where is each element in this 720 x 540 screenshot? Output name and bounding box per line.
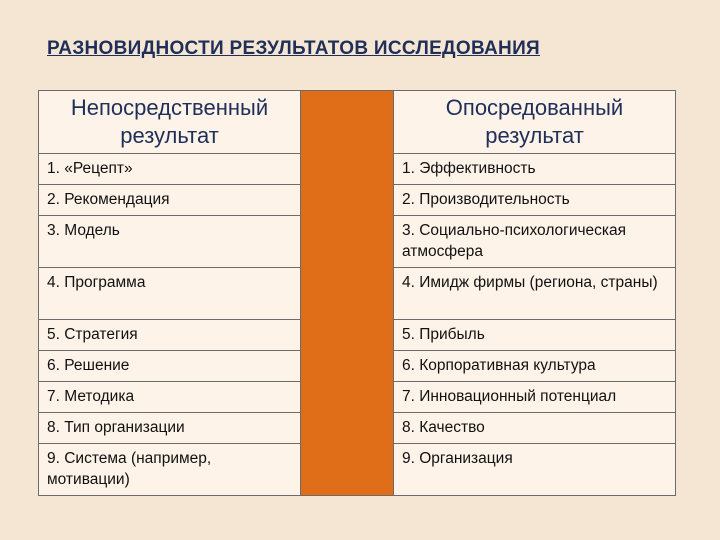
right-item: 4. Имидж фирмы (региона, страны) (394, 268, 676, 320)
left-item: 2. Рекомендация (39, 185, 301, 216)
right-item: 1. Эффективность (394, 154, 676, 185)
orange-divider-column (301, 91, 394, 496)
right-item: 9. Организация (394, 444, 676, 496)
page-title: РАЗНОВИДНОСТИ РЕЗУЛЬТАТОВ ИССЛЕДОВАНИЯ (47, 38, 540, 59)
results-table (38, 90, 676, 496)
right-item: 7. Инновационный потенциал (394, 382, 676, 413)
right-item: 8. Качество (394, 413, 676, 444)
left-item: 7. Методика (39, 382, 301, 413)
left-item: 9. Система (например, мотивации) (39, 444, 301, 496)
left-item: 5. Стратегия (39, 320, 301, 351)
left-item: 8. Тип организации (39, 413, 301, 444)
right-item: 6. Корпоративная культура (394, 351, 676, 382)
left-item: 6. Решение (39, 351, 301, 382)
left-item: 3. Модель (39, 216, 301, 268)
right-item: 5. Прибыль (394, 320, 676, 351)
header-direct-result: Непосредственный результат (39, 91, 301, 154)
header-row (39, 91, 676, 154)
left-item: 1. «Рецепт» (39, 154, 301, 185)
left-item: 4. Программа (39, 268, 301, 320)
right-item: 2. Производительность (394, 185, 676, 216)
right-item: 3. Социально-психологическая атмосфера (394, 216, 676, 268)
header-indirect-result: Опосредованный результат (394, 91, 676, 154)
